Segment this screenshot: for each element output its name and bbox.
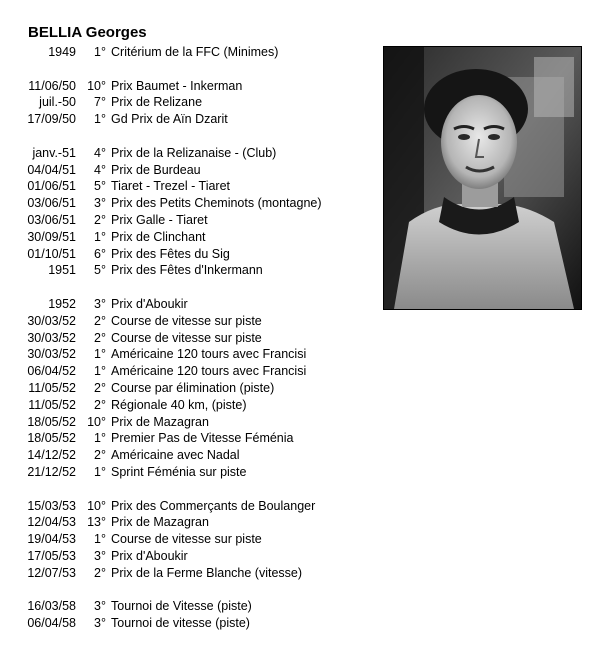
result-place: 1° xyxy=(94,112,106,127)
result-race: Course de vitesse sur piste xyxy=(111,532,262,547)
result-date: 18/05/52 xyxy=(27,431,76,446)
result-race: Prix Baumet - Inkerman xyxy=(111,78,243,93)
result-place: 10° xyxy=(87,78,106,93)
result-place: 1° xyxy=(94,532,106,547)
result-date: 12/04/53 xyxy=(27,515,76,530)
result-date: 30/03/52 xyxy=(27,313,76,328)
result-row xyxy=(0,145,370,162)
result-race: Prix d'Aboukir xyxy=(111,549,188,563)
result-race: Prix Galle - Tiaret xyxy=(111,213,208,227)
result-row xyxy=(0,195,370,212)
result-race: Prix de Burdeau xyxy=(111,162,201,177)
result-row xyxy=(0,565,370,582)
result-place: 1° xyxy=(94,45,106,59)
result-place: 1° xyxy=(94,364,106,379)
result-race: Prix de Clinchant xyxy=(111,229,206,244)
result-place: 2° xyxy=(94,213,106,227)
result-race: Sprint Féménia sur piste xyxy=(111,465,247,479)
result-place: 1° xyxy=(94,431,106,446)
result-place: 1° xyxy=(94,465,106,479)
result-race: Premier Pas de Vitesse Féménia xyxy=(111,431,294,446)
result-row xyxy=(0,380,370,397)
result-date: 18/05/52 xyxy=(27,414,76,429)
result-place: 5° xyxy=(94,179,106,194)
result-row xyxy=(0,414,370,431)
result-row xyxy=(0,447,370,464)
result-place: 2° xyxy=(94,448,106,463)
result-race: Tiaret - Trezel - Tiaret xyxy=(111,179,231,194)
result-date: 1951 xyxy=(48,263,76,278)
result-place: 2° xyxy=(94,565,106,580)
result-row xyxy=(0,330,370,347)
result-date: 21/12/52 xyxy=(27,465,76,479)
result-race: Régionale 40 km, (piste) xyxy=(111,397,247,412)
result-row xyxy=(0,178,370,195)
result-date: 03/06/51 xyxy=(27,213,76,227)
result-race: Course par élimination (piste) xyxy=(111,381,275,395)
result-place: 10° xyxy=(87,414,106,429)
result-place: 3° xyxy=(94,549,106,563)
result-date: 04/04/51 xyxy=(27,162,76,177)
result-date: 12/07/53 xyxy=(27,565,76,580)
result-row xyxy=(0,397,370,414)
result-place: 1° xyxy=(94,229,106,244)
result-date: 30/03/52 xyxy=(27,347,76,362)
result-date: 1949 xyxy=(48,45,76,59)
result-row xyxy=(0,229,370,246)
result-place: 3° xyxy=(94,599,106,614)
result-row xyxy=(0,313,370,330)
result-date: 19/04/53 xyxy=(27,532,76,547)
result-row xyxy=(0,363,370,380)
result-race: Course de vitesse sur piste xyxy=(111,313,262,328)
result-row xyxy=(0,548,370,565)
result-date: juil.-50 xyxy=(39,95,76,110)
result-place: 1° xyxy=(94,347,106,362)
result-row xyxy=(0,615,370,632)
result-place: 13° xyxy=(87,515,106,530)
result-place: 2° xyxy=(94,381,106,395)
result-row xyxy=(0,296,370,313)
result-place: 2° xyxy=(94,330,106,345)
result-date: 16/03/58 xyxy=(27,599,76,614)
result-place: 5° xyxy=(94,263,106,278)
result-race: Gd Prix de Aïn Dzarit xyxy=(111,112,228,127)
result-date: 15/03/53 xyxy=(27,498,76,513)
result-date: 17/09/50 xyxy=(27,112,76,127)
result-race: Tournoi de Vitesse (piste) xyxy=(111,599,252,614)
result-row xyxy=(0,246,370,263)
result-row xyxy=(0,111,370,128)
result-place: 2° xyxy=(94,397,106,412)
result-race: Prix d'Aboukir xyxy=(111,297,188,311)
result-date: 11/06/50 xyxy=(28,78,76,93)
result-place: 10° xyxy=(87,498,106,513)
result-race: Prix des Petits Cheminots (montagne) xyxy=(111,196,322,211)
result-date: 03/06/51 xyxy=(27,196,76,211)
result-row xyxy=(0,598,370,615)
result-place: 6° xyxy=(94,246,106,261)
result-place: 3° xyxy=(94,297,106,311)
result-row xyxy=(0,430,370,447)
result-date: janv.-51 xyxy=(32,145,76,160)
result-date: 30/09/51 xyxy=(27,229,76,244)
result-place: 3° xyxy=(94,196,106,211)
result-row xyxy=(0,262,370,279)
result-date: 30/03/52 xyxy=(27,330,76,345)
result-race: Tournoi de vitesse (piste) xyxy=(111,616,250,631)
result-place: 3° xyxy=(94,616,106,631)
result-race: Américaine 120 tours avec Francisi xyxy=(111,347,307,362)
result-race: Américaine 120 tours avec Francisi xyxy=(111,364,307,379)
rider-photo xyxy=(383,46,582,310)
result-race: Prix de la Relizanaise - (Club) xyxy=(111,145,277,160)
result-race: Prix des Fêtes du Sig xyxy=(111,246,230,261)
result-place: 4° xyxy=(94,162,106,177)
result-row xyxy=(0,78,370,95)
result-date: 11/05/52 xyxy=(28,381,76,395)
result-race: Prix de Relizane xyxy=(111,95,203,110)
result-place: 4° xyxy=(94,145,106,160)
result-race: Prix de Mazagran xyxy=(111,515,209,530)
result-row xyxy=(0,498,370,515)
result-row xyxy=(0,212,370,229)
result-row xyxy=(0,44,370,61)
result-date: 14/12/52 xyxy=(27,448,76,463)
result-row xyxy=(0,464,370,481)
result-date: 01/06/51 xyxy=(27,179,76,194)
result-place: 2° xyxy=(94,313,106,328)
rider-portrait-image xyxy=(384,47,581,309)
result-race: Prix de Mazagran xyxy=(111,414,209,429)
result-race: Prix des Commerçants de Boulanger xyxy=(111,498,316,513)
result-row xyxy=(0,531,370,548)
result-date: 1952 xyxy=(48,297,76,311)
result-row xyxy=(0,94,370,111)
result-date: 06/04/58 xyxy=(27,616,76,631)
page-title: BELLIA Georges xyxy=(28,24,147,41)
result-row xyxy=(0,162,370,179)
result-date: 17/05/53 xyxy=(27,549,76,563)
result-race: Prix de la Ferme Blanche (vitesse) xyxy=(111,565,303,580)
result-race: Critérium de la FFC (Minimes) xyxy=(111,45,279,59)
result-date: 06/04/52 xyxy=(27,364,76,379)
result-race: Américaine avec Nadal xyxy=(111,448,240,463)
result-race: Prix des Fêtes d'Inkermann xyxy=(111,263,263,278)
result-date: 01/10/51 xyxy=(27,246,76,261)
result-race: Course de vitesse sur piste xyxy=(111,330,262,345)
result-row xyxy=(0,346,370,363)
result-date: 11/05/52 xyxy=(28,397,76,412)
result-place: 7° xyxy=(94,95,106,110)
result-row xyxy=(0,514,370,531)
